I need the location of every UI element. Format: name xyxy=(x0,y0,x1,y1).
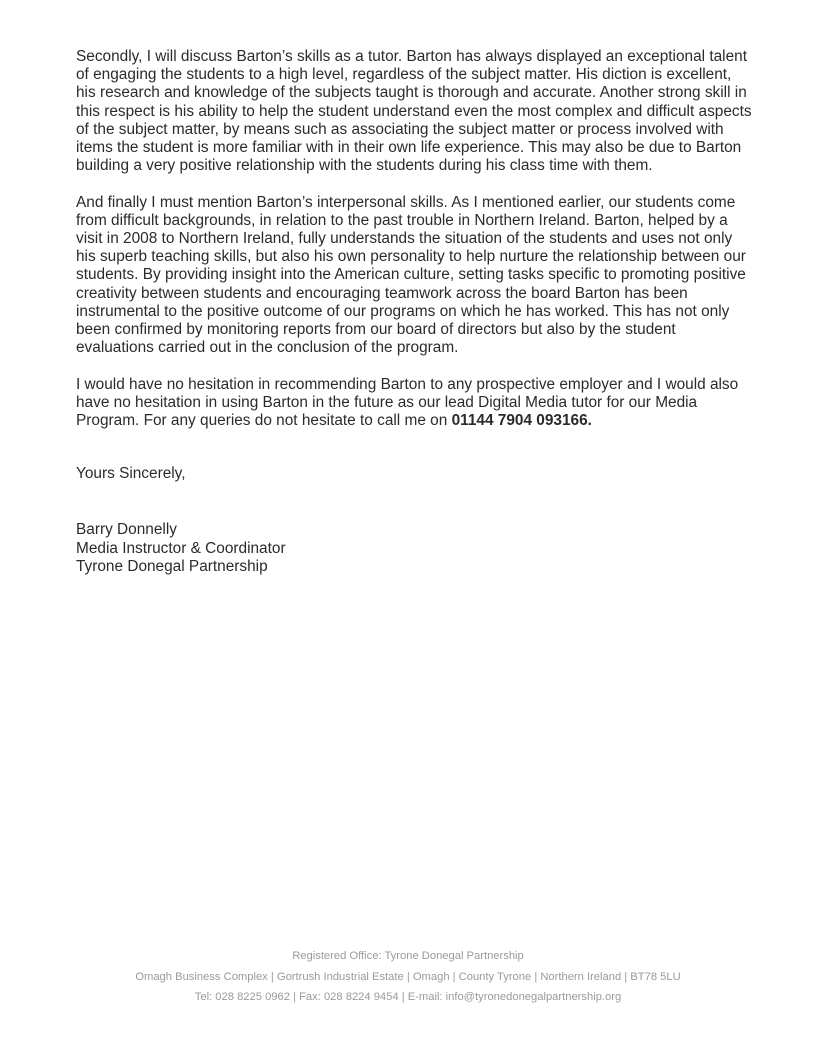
footer-registered-office: Registered Office: Tyrone Donegal Partnership xyxy=(292,950,524,962)
paragraph-interpersonal-skills xyxy=(76,194,752,358)
letter-body xyxy=(76,48,752,576)
paragraph-tutor-skills xyxy=(76,48,752,175)
closing-salutation: Yours Sincerely, xyxy=(76,465,186,483)
signer-name: Barry Donnelly xyxy=(76,521,177,539)
signer-organization: Tyrone Donegal Partnership xyxy=(76,557,268,575)
signature-block xyxy=(76,521,752,576)
paragraph-text: And finally I must mention Barton’s interpersonal skills. As I mentioned earlier, our students come from difficult backgrounds, in relation to the past trouble in Northern Ireland. Barton, helped by a visit in 2008 to Northern Ireland, fully understands the situation of the students and uses not only his superb teaching skills, but also his own personality to help nurture the relationship between our students. By providing insight into the American culture, setting tasks specific to promoting positive creativity between students and encouraging teamwork across the board Barton has been instrumental to the positive outcome of our programs on which he has worked. This has not only been confirmed by monitoring reports from our board of directors but also by the student evaluations carried out in the conclusion of the program. xyxy=(76,193,746,357)
letter-footer xyxy=(0,946,816,1008)
paragraph-recommendation xyxy=(76,376,752,431)
footer-contact: Tel: 028 8225 0962 | Fax: 028 8224 9454 | E-mail: info@tyronedonegalpartnership.org xyxy=(194,991,622,1003)
paragraph-text: Secondly, I will discuss Barton’s skills as a tutor. Barton has always displayed an exceptional talent of engaging the students to a high level, regardless of the subject matter. His diction is excellent, his research and knowledge of the subjects taught is thorough and accurate. Another strong skill in this respect is his ability to help the student understand even the most complex and difficult aspects of the subject matter, by means such as associating the subject matter or process involved with items the student is more familiar with in their own life experience. This may also be due to Barton building a very positive relationship with the students during his class time with them. xyxy=(76,48,752,175)
footer-address: Omagh Business Complex | Gortrush Industrial Estate | Omagh | County Tyrone | Northern Ireland | BT78 5LU xyxy=(135,970,681,983)
paragraph-text: I would have no hesitation in recommending Barton to any prospective employer and I would also have no hesitation in using Barton in the future as our lead Digital Media tutor for our Media Program. For any queries do not hesitate to call me on xyxy=(76,375,739,430)
signer-title: Media Instructor & Coordinator xyxy=(76,539,286,557)
contact-phone: 01144 7904 093166. xyxy=(451,412,592,430)
